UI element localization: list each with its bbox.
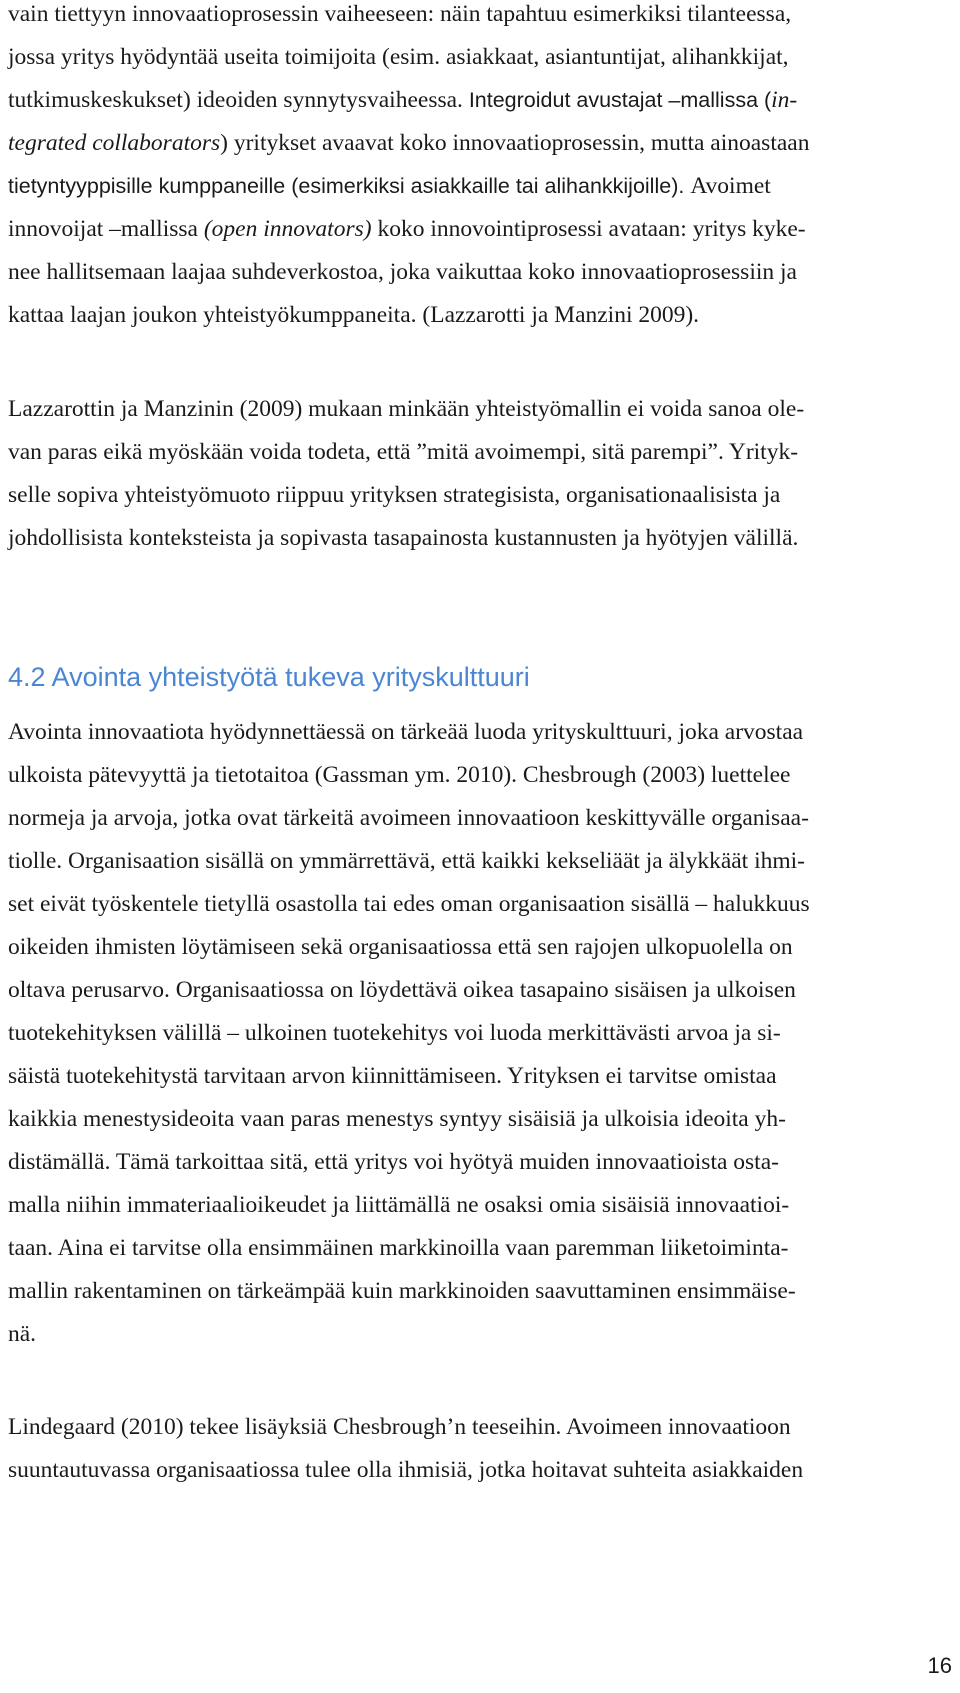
paragraph-3-line-3: normeja ja arvoja, jotka ovat tärkeitä avoimeen innovaatioon keskittyvälle organisaa- <box>8 805 809 831</box>
paragraph-1-text: tutkimuskeskukset) ideoiden synnytysvaiheessa. <box>8 87 469 113</box>
paragraph-3-line-5: set eivät työskentele tietyllä osastolla tai edes oman organisaation sisällä – halukkuus <box>8 891 810 917</box>
paragraph-4-line-2: suuntautuvassa organisaatiossa tulee olla ihmisiä, jotka hoitavat suhteita asiakkaiden <box>8 1457 804 1483</box>
paragraph-3-line-7: oltava perusarvo. Organisaatiossa on löydettävä oikea tasapaino sisäisen ja ulkoisen <box>8 977 796 1003</box>
paragraph-1-line-8: kattaa laajan joukon yhteistyökumppaneita. (Lazzarotti ja Manzini 2009). <box>8 302 700 328</box>
paragraph-1-text: innovoijat –mallissa <box>8 216 204 242</box>
paragraph-1-text: ) yritykset avaavat koko innovaatioprosessin, mutta ainoastaan <box>220 130 810 156</box>
paragraph-1-line-4 <box>8 129 952 157</box>
paragraph-1-italic-term: in- <box>771 87 798 113</box>
paragraph-1-line-6 <box>8 215 952 243</box>
paragraph-1-line-2: jossa yritys hyödyntää useita toimijoita (esim. asiakkaat, asiantuntijat, alihankkijat, <box>8 44 789 70</box>
paragraph-3-line-11: distämällä. Tämä tarkoittaa sitä, että yritys voi hyötyä muiden innovaatioista osta- <box>8 1149 779 1175</box>
paragraph-3-line-2: ulkoista pätevyyttä ja tietotaitoa (Gassman ym. 2010). Chesbrough (2003) luettelee <box>8 762 791 788</box>
paragraph-4-line-1: Lindegaard (2010) tekee lisäyksiä Chesbrough’n teeseihin. Avoimeen innovaatioon <box>8 1414 791 1440</box>
paragraph-1-text: koko innovointiprosessi avataan: yritys kyke- <box>371 216 806 242</box>
paragraph-3-line-15: nä. <box>8 1321 37 1347</box>
paragraph-1-italic-term: tegrated collaborators <box>8 130 221 156</box>
paragraph-1-line-3 <box>8 86 952 114</box>
page-number: 16 <box>927 1653 952 1678</box>
paragraph-2-line-3: selle sopiva yhteistyömuoto riippuu yrityksen strategisista, organisationaalisista ja <box>8 482 781 508</box>
paragraph-2-line-4: johdollisista konteksteista ja sopivasta tasapainosta kustannusten ja hyötyjen välillä. <box>8 525 799 551</box>
paragraph-3-line-13: taan. Aina ei tarvitse olla ensimmäinen markkinoilla vaan paremman liiketoiminta- <box>8 1235 789 1261</box>
paragraph-3-line-8: tuotekehityksen välillä – ulkoinen tuotekehitys voi luoda merkittävästi arvoa ja si- <box>8 1020 781 1046</box>
paragraph-3-line-12: malla niihin immateriaalioikeudet ja liittämällä ne osaksi omia sisäisiä innovaatioi- <box>8 1192 790 1218</box>
paragraph-1-line-1: vain tiettyyn innovaatioprosessin vaiheeseen: näin tapahtuu esimerkiksi tilanteessa, <box>8 1 792 27</box>
paragraph-2-line-2: van paras eikä myöskään voida todeta, että ”mitä avoimempi, sitä parempi”. Yrityk- <box>8 439 799 465</box>
paragraph-3-line-6: oikeiden ihmisten löytämiseen sekä organisaatiossa että sen rajojen ulkopuolella on <box>8 934 793 960</box>
paragraph-1-line-7: nee hallitsemaan laajaa suhdeverkostoa, joka vaikuttaa koko innovaatioprosessiin ja <box>8 259 797 285</box>
paragraph-1-text-sans: Integroidut avustajat –mallissa ( <box>468 88 772 112</box>
paragraph-3-line-14: mallin rakentaminen on tärkeämpää kuin markkinoiden saavuttaminen ensimmäise- <box>8 1278 796 1304</box>
paragraph-2-line-1: Lazzarottin ja Manzinin (2009) mukaan minkään yhteistyömallin ei voida sanoa ole- <box>8 396 805 422</box>
paragraph-3-line-1: Avointa innovaatiota hyödynnettäessä on tärkeää luoda yrityskulttuuri, joka arvostaa <box>8 719 804 745</box>
paragraph-1-line-5 <box>8 172 952 200</box>
paragraph-1-text: Avoimet <box>690 173 771 199</box>
paragraph-3-line-10: kaikkia menestysideoita vaan paras menestys syntyy sisäisiä ja ulkoisia ideoita yh- <box>8 1106 786 1132</box>
paragraph-3-line-9: säistä tuotekehitystä tarvitaan arvon kiinnittämiseen. Yrityksen ei tarvitse omistaa <box>8 1063 777 1089</box>
paragraph-3-line-4: tiolle. Organisaation sisällä on ymmärrettävä, että kaikki kekseliäät ja älykkäät ihmi- <box>8 848 806 874</box>
section-heading: 4.2 Avointa yhteistyötä tukeva yrityskulttuuri <box>8 662 530 692</box>
paragraph-1-text-sans: tietyntyyppisille kumppaneille (esimerkiksi asiakkaille tai alihankkijoille). <box>8 174 691 198</box>
paragraph-1-italic-term: (open innovators) <box>203 216 372 242</box>
